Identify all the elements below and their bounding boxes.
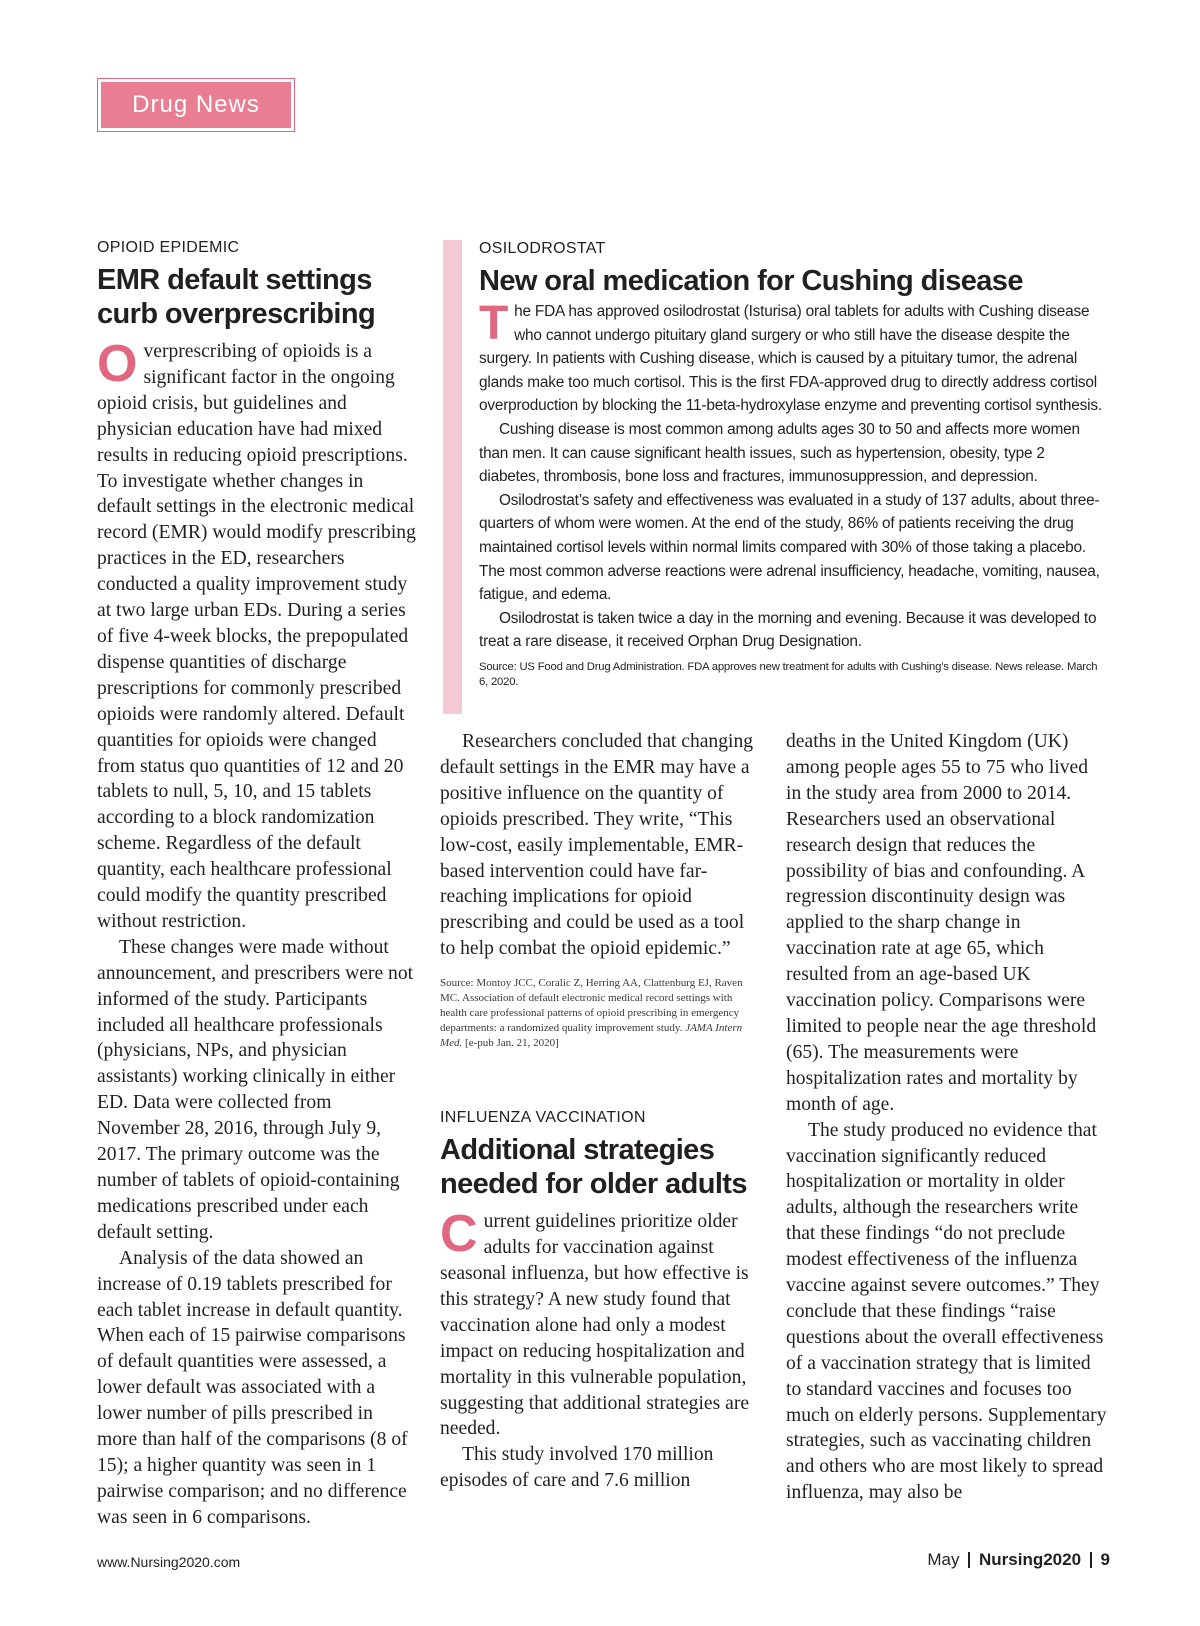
- article-paragraph: The study produced no evidence that vaccination significantly reduced hospitalization or mortality in older adults, although the researchers write that these findings “do not preclude modest effectiveness of the influenza vaccine against severe outcomes.” They conclude that these findings “raise questions about the overall effectiveness of a vaccination strategy that is limited to standard vaccines and focuses too much on elderly persons. Supplementary strategies, such as vaccinating children and others who are most likely to spread influenza, may also be: [786, 1119, 1107, 1504]
- article-opioid: [97, 239, 417, 1531]
- article-paragraph: deaths in the United Kingdom (UK) among people ages 55 to 75 who lived in the study area from 2000 to 2014. Researchers used an observational research design that reduces the possibility of bias and confounding. A regression discontinuity design was applied to the sharp change in vaccination rate at age 65, which resulted from an age-based UK vaccination policy. Comparisons were limited to people near the age threshold (65). The measurements were hospitalization rates and mortality by month of age.: [786, 731, 1097, 1115]
- section-tag: [97, 78, 295, 132]
- article-headline: Additional strategies needed for older adults: [440, 1134, 747, 1201]
- paragraph-text: verprescribing of opioids is a significant factor in the ongoing opioid crisis, but guidelines and physician education have had mixed results in reducing opioid prescriptions. To investigate whether changes in default settings in the electronic medical record (EMR) would modify prescribing practices in the ED, researchers conducted a quality improvement study at two large urban EDs. During a series of five 4-week blocks, the prepopulated dispense quantities of discharge prescriptions for commonly prescribed opioids were randomly altered. Default quantities for opioids were changed from status quo quantities of 12 and 20 tablets to null, 5, 10, and 15 tablets according to a block randomization scheme. Regardless of the default quantity, each healthcare professional could modify the quantity prescribed without restriction.: [97, 341, 416, 932]
- article-paragraph: [97, 335, 417, 935]
- footer-brand: Nursing2020: [978, 1550, 1082, 1569]
- page-number: 9: [1100, 1550, 1110, 1569]
- article-paragraph: Analysis of the data showed an increase of 0.19 tablets prescribed for each tablet increase in default quantity. When each of 15 pairwise comparisons of default quantities were assessed, a lower default was associated with a lower number of pills prescribed in more than half of the comparisons (8 of 15); a higher quantity was seen in 1 pairwise comparison; and no difference was seen in 6 comparisons.: [97, 1247, 408, 1528]
- footer-separator: [968, 1552, 970, 1568]
- article-paragraph: This study involved 170 million episodes of care and 7.6 million: [440, 1444, 714, 1492]
- drop-cap: T: [479, 297, 509, 350]
- source-text: Source: Montoy JCC, Coralic Z, Herring AA, Clattenburg EJ, Raven MC. Association of default electronic medical record settings with health care professional patterns of opioid prescribing in emergency departments: a randomized quality improvement study.: [440, 977, 743, 1035]
- article-paragraph: [440, 1205, 760, 1442]
- footer-month: May: [927, 1550, 960, 1569]
- paragraph-text: he FDA has approved osilodrostat (Isturisa) oral tablets for adults with Cushing disease who cannot undergo pituitary gland surgery or who still have the disease despite the surgery. In patients with Cushing disease, which is caused by a pituitary tumor, the adrenal glands make too much cortisol. This is the first FDA-approved drug to directly address cortisol overproduction by blocking the 11-beta-hydroxylase enzyme and preventing cortisol synthesis.: [479, 303, 1102, 415]
- column-right: [786, 729, 1108, 1506]
- sidebar-headline: New oral medication for Cushing disease: [479, 265, 1023, 297]
- article-influenza: [440, 1109, 760, 1494]
- column-middle: [440, 729, 760, 1494]
- sidebar-paragraph: Osilodrostat’s safety and effectiveness was evaluated in a study of 137 adults, about three-quarters of whom were women. At the end of the study, 86% of patients receiving the drug maintained cortisol levels within normal limits compared with 30% of those taking a placebo. The most common adverse reactions were adrenal insufficiency, headache, vomiting, nausea, fatigue, and edema.: [479, 491, 1100, 604]
- paragraph-text: urrent guidelines prioritize older adults for vaccination against seasonal influenza, but how effective is this strategy? A new study found that vaccination alone had only a modest impact on reducing hospitalization and mortality in this vulnerable population, suggesting that additional strategies are needed.: [440, 1211, 750, 1440]
- sidebar-paragraph: Cushing disease is most common among adults ages 30 to 50 and affects more women than men. It can cause significant health issues, such as hypertension, obesity, type 2 diabetes, thrombosis, bone loss and fractures, immunosuppression, and depression.: [479, 420, 1080, 486]
- source-date: [e-pub Jan. 21, 2020]: [465, 1037, 559, 1050]
- article-source: [440, 976, 760, 1051]
- sidebar-paragraph: Osilodrostat is taken twice a day in the morning and evening. Because it was developed to treat a rare disease, it received Orphan Drug Designation.: [479, 609, 1097, 651]
- article-kicker: INFLUENZA VACCINATION: [440, 1109, 646, 1127]
- article-paragraph: These changes were made without announcement, and prescribers were not informed of the study. Participants included all healthcare professionals (physicians, NPs, and physician assistants) working clinically in either ED. Data were collected from November 28, 2016, through July 9, 2017. The primary outcome was the number of tablets of opioid-containing medications prescribed under each default setting.: [97, 936, 414, 1243]
- section-tag-label: Drug News: [101, 82, 291, 128]
- article-paragraph: Researchers concluded that changing default settings in the EMR may have a positive influence on the quantity of opioids prescribed. They write, “This low-cost, easily implementable, EMR-based intervention could have far-reaching implications for opioid prescribing and could be used as a tool to help combat the opioid epidemic.”: [440, 731, 754, 960]
- sidebar-kicker: OSILODROSTAT: [479, 240, 606, 257]
- article-kicker: OPIOID EPIDEMIC: [97, 239, 240, 256]
- footer-url: www.Nursing2020.com: [97, 1554, 241, 1570]
- sidebar-source: Source: US Food and Drug Administration. FDA approves new treatment for adults with Cushing’s disease. News release. March 6, 2020.: [479, 660, 1098, 688]
- drop-cap: O: [97, 335, 138, 393]
- sidebar-osilodrostat: [443, 240, 1111, 714]
- footer-folio: [927, 1550, 1110, 1570]
- footer-separator: [1090, 1552, 1092, 1568]
- drop-cap: C: [440, 1205, 478, 1264]
- source-journal: JAMA Intern Med.: [440, 1022, 743, 1050]
- sidebar-accent-bar: [443, 240, 462, 714]
- sidebar-paragraph: [479, 297, 1109, 418]
- article-headline: EMR default settings curb overprescribing: [97, 264, 376, 330]
- sidebar-content: [479, 240, 1109, 690]
